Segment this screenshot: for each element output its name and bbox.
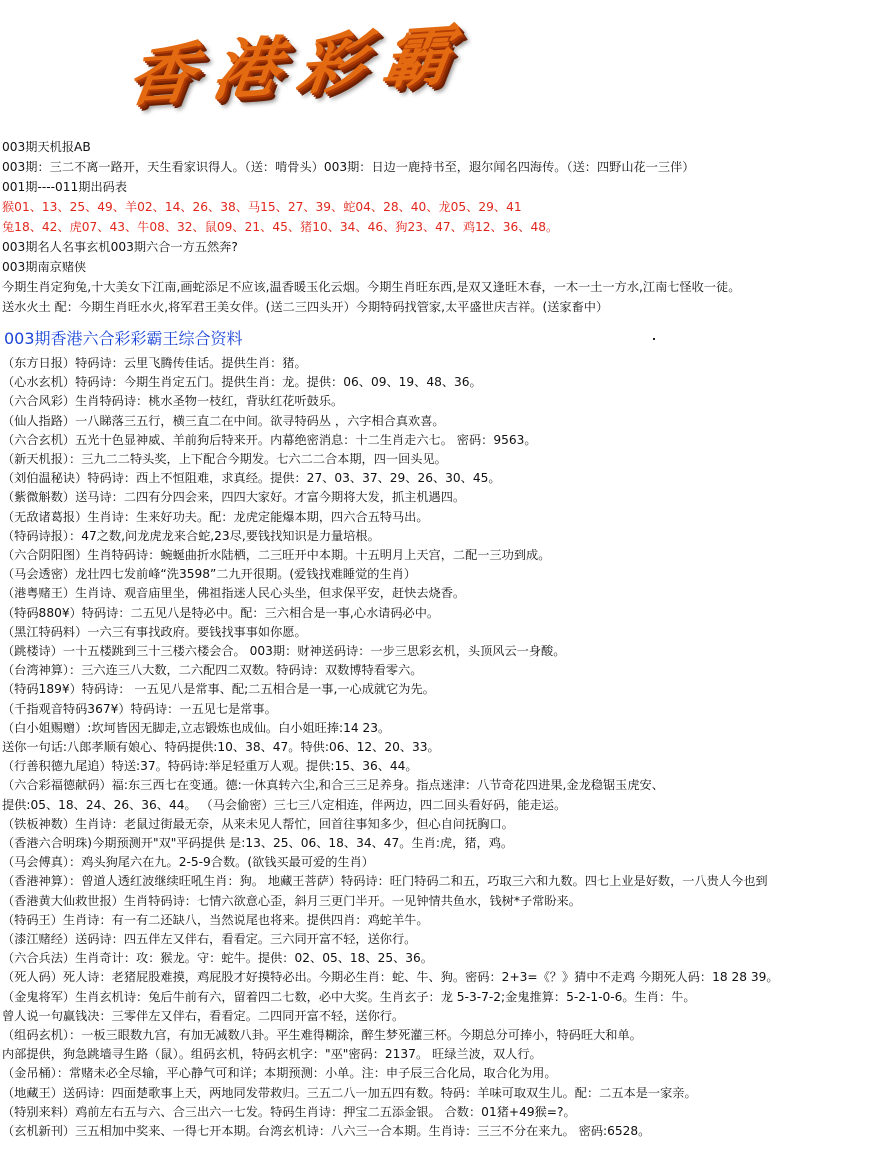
info-line: （六合兵法）生肖奇计：攻：猴龙。守：蛇牛。提供：02、05、18、25、36。 xyxy=(2,951,433,966)
header-line: 003期南京赌侠 xyxy=(2,260,87,274)
info-line: （刘伯温秘诀）特码诗：西上不恒阻难，求真经。提供：27、03、37、29、26、30、45。 xyxy=(2,471,501,486)
info-line: （白小姐赐赠）:坎坷皆因无脚走,立志锻炼也成仙。白小姐旺捧:14 23。 xyxy=(2,720,391,735)
header-line: 送水火土 配：今期生肖旺水火,将军君王美女伴。(送二三四头开）今期特码找管家,太平盛世庆吉祥。(送家畜中） xyxy=(2,300,609,314)
site-logo xyxy=(122,14,520,120)
info-line: （特码880¥）特码诗：二五见八是特必中。配：三六相合是一事,心水请码必中。 xyxy=(2,605,440,620)
header-line: 猴01、13、25、49、羊02、14、26、38、马15、27、39、蛇04、28、40、龙05、29、41 xyxy=(2,200,522,214)
info-line: （金吊桶）：常赌未必全尽输，平心静气可和详；本期预测：小单。注：申子辰三合化局，取合化为用。 xyxy=(2,1066,557,1081)
header-line: 今期生肖定狗兔,十大美女下江南,画蛇添足不应该,温香暖玉化云烟。今期生肖旺东西,是双又逢旺木春，一木一土一方水,江南七怪收一徒。 xyxy=(2,280,741,294)
info-line: （特码189¥）特码诗： 一五见八是常事、配;二五相合是一事,一心成就它为先。 xyxy=(2,682,435,697)
info-line: （玄机新刊）三五相加中奖来、一得七开本期。台湾玄机诗：八六三一合本期。生肖诗：三三不分在来九。 密码:6528。 xyxy=(2,1124,651,1138)
info-line: （地藏王）送码诗：四面楚歌事上天，两地同发带救归。三五二八一加五四有数。特码：羊味可取双生儿。配：二五本是一家亲。 xyxy=(2,1085,697,1100)
info-line: （香港六合明珠)今期预测开"双"平码提供 是:13、25、06、18、34、47。生肖:虎，猪，鸡。 xyxy=(2,836,514,850)
info-line: （死人码）死人诗：老猪屁股难摸，鸡屁股才好摸特必出。今期必生肖：蛇、牛、狗。密码：2+3=《？》猜中不走鸡 今期死人码：18 28 39。 xyxy=(2,970,779,985)
section-title: 003期香港六合彩彩霸王综合资料 xyxy=(4,329,243,348)
info-line: （特码诗报）：47之数,问龙虎龙来合蛇,23尽,要钱找知识是力量培根。 xyxy=(2,528,380,543)
info-line: （心水玄机）特码诗：今期生肖定五门。提供生肖：龙。提供：06、09、19、48、36。 xyxy=(2,375,482,390)
info-line: （行善积德九尾追）特送:37。特码诗:举足轻重万人观。提供:15、36、44。 xyxy=(2,759,418,774)
info-line: （无敌诸葛报）生肖诗：生来好功夫。配：龙虎定能爆本期，四六合五特马出。 xyxy=(2,509,429,524)
header-line: 003期名人名事玄机003期六合一方五然奔? xyxy=(2,240,238,254)
info-line: 内部提供，狗急跳墙寻生路（鼠）。组码玄机，特码玄机字："巫"密码：2137。 旺绿兰波，双人行。 xyxy=(2,1047,542,1062)
info-line: （金鬼将军）生肖玄机诗：兔后牛前有六，留着四二七数，必中大奖。生肖玄子：龙 5-3-7-2;金鬼推算：5-2-1-0-6。生肖：牛。 xyxy=(2,989,696,1004)
info-line: （台湾神算）：三六连三八大数，二六配四二双数。特码诗：双数博特看零六。 xyxy=(2,663,423,678)
info-line: （六合彩福德献码）福:东三西七在变通。德:一休真转六尘,和合三三足养身。指点迷津：八节奇花四进果,金龙稳锯玉虎安、 xyxy=(2,778,664,793)
info-line: （仙人指路）一八睇落三五行，横三直二在中间。欲寻特码丛 ，六字相合真欢喜。 xyxy=(2,413,445,428)
info-line: （港粤赌王）生肖诗、观音庙里坐，佛祖指迷人民心头坐，但求保平安，赶快去烧香。 xyxy=(2,586,466,601)
header-line: 003期：三二不离一路开，天生看家识得人。（送：啃骨头）003期：日边一鹿持书至，遐尔闻名四海传。（送：四野山花一三伴） xyxy=(2,160,695,174)
info-line: （紫微斛数）送马诗：二四有分四会来，四四大家好。才富今期将大发，抓主机遇四。 xyxy=(2,490,466,505)
header-line: 兔18、42、虎07、43、牛08、32、鼠09、21、45、猪10、34、46、狗23、47、鸡12、36、48。 xyxy=(2,220,559,234)
info-line: 曾人说一句赢钱决：三零伴左又伴右，看看定。二四同开富不轻，送你行。 xyxy=(2,1008,405,1023)
stray-dot xyxy=(653,338,655,340)
info-line: （六合玄机）五光十色显神威、羊前狗后特来开。内幕绝密消息：十二生肖走六七。 密码：9563。 xyxy=(2,432,537,447)
info-line: （千指观音特码367¥）特码诗：一五见七是常事。 xyxy=(2,701,277,716)
info-line: （漆江赌经）送码诗：四五伴左又伴右，看看定。三六同开富不轻，送你行。 xyxy=(2,932,417,946)
info-line: （特码王）生肖诗：有一有二还缺八，当然说尾也将来。提供四肖：鸡蛇羊牛。 xyxy=(2,912,429,927)
info-line: 送你一句话:八郎孝顺有娘心、特码提供:10、38、47。特供:06、12、20、33。 xyxy=(2,740,440,754)
info-line: （黑江特码料）一六三有事找政府。要钱找事事如你愿。 xyxy=(2,624,307,639)
info-line: （新天机报）：三九二二特头奖，上下配合今期发。七六二二合本期，四一回头见。 xyxy=(2,452,447,466)
info-line: （铁板神数）生肖诗：老鼠过街最无奈，从来未见人帮忙，回首往事知多少，但心自问抚胸口。 xyxy=(2,816,514,831)
info-line: （六合阴阳图）生肖特码诗：蜿蜒曲折水陆栖，二三旺开中本期。十五明月上天宫，二配一三功到成。 xyxy=(2,548,551,562)
header-line: 001期----011期出码表 xyxy=(2,180,128,194)
info-line: （六合风彩）生肖特码诗：桃水圣物一枝红，背驮红花听鼓乐。 xyxy=(2,394,344,409)
info-line: （跳楼诗）一十五楼跳到三十三楼六楼会合。 003期：财神送码诗：一步三思彩玄机，头顶风云一身酸。 xyxy=(2,644,566,658)
info-line: 提供:05、18、24、26、36、44。 （马会偷密）三七三八定相连，伴两边，四二回头看好码，能走运。 xyxy=(2,797,567,812)
info-line: （马会透密）龙壮四七发前峰“洗3598”二九开很期。(爱钱找难睡觉的生肖） xyxy=(2,567,417,582)
header-line: 003期天机报AB xyxy=(2,140,91,154)
info-line: （特别来料）鸡前左右五与六、合三出六一七发。特码生肖诗：押宝二五添金银。 合数：01猪+49猴=?。 xyxy=(2,1104,576,1119)
info-line: （组码玄机）：一板三眼数九宫，有加无减数八卦。平生难得糊涂，醉生梦死灌三杯。今期总分可捧小，特码旺大和单。 xyxy=(2,1028,642,1042)
logo-text: 香港彩霸 xyxy=(122,14,474,116)
info-line: （香港黄大仙救世报）生肖特码诗：七情六欲意心歪，斜月三更门半开。一见钟情共鱼水，钱树*子常盼来。 xyxy=(2,893,581,908)
info-line: （马会傅真）：鸡头狗尾六在九。2-5-9合数。(欲钱买最可爱的生肖） xyxy=(2,855,374,870)
info-line: （香港神算）：曾道人透红波继续旺吼生肖：狗。 地藏王菩萨）特码诗：旺门特码二和五，巧取三六和九数。四七上业是好数，一八贵人今也到 xyxy=(2,874,768,889)
info-line: （东方日报）特码诗：云里飞腾传佳话。提供生肖：猪。 xyxy=(2,356,307,370)
